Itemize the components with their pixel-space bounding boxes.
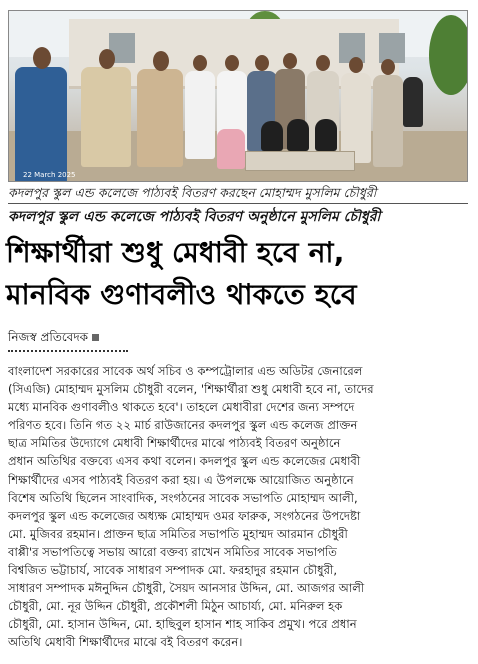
body-line: বাংলাদেশ সরকারের সাবেক অর্থ সচিব ও কম্পট্রোলার এন্ড অডিটর জেনারেল [8, 364, 363, 378]
person-figure [373, 75, 403, 167]
person-figure [15, 67, 67, 182]
body-line: বাপ্পী'র সভাপতিত্বে সভায় আরো বক্তব্য রাখেন সমিতির সাবেক সভাপতি [8, 544, 337, 559]
body-line: শিক্ষার্থীদের এসব পাঠ্যবই বিতরণ করা হয়। এ উপলক্ষে আয়োজিত অনুষ্ঠানে [8, 472, 354, 487]
body-line: অতিথি মেধাবী শিক্ষার্থীদের মাঝে বই বিতরণ করেন। [8, 635, 243, 650]
person-figure [315, 119, 337, 151]
kicker-line: কদলপুর স্কুল এন্ড কলেজে পাঠ্যবই বিতরণ অনুষ্ঠানে মুসলিম চৌধুরী [8, 209, 381, 225]
person-head [349, 57, 363, 73]
body-line: পরিণত হবে। তিনি গত ২২ মার্চ রাউজানের কদলপুর স্কুল এন্ড কলেজ প্রাক্তন [8, 418, 358, 433]
body-line: ছাত্র সমিতির উদ্যোগে মেধাবী শিক্ষার্থীদের মাঝে পাঠ্যবই বিতরণ অনুষ্ঠানে [8, 436, 341, 451]
photo-caption: কদলপুর স্কুল এন্ড কলেজে পাঠ্যবই বিতরণ করছেন মোহাম্মদ মুসলিম চৌধুরী [8, 185, 377, 200]
byline-text: নিজস্ব প্রতিবেদক [8, 330, 89, 344]
headline-line-2: মানবিক গুণাবলীও থাকতে হবে [6, 278, 357, 311]
person-figure [287, 119, 309, 151]
tree-shape [429, 15, 468, 95]
person-head [316, 55, 330, 71]
byline [8, 328, 99, 346]
body-line: মো. মুজিবর রহমান। প্রাক্তন ছাত্র সমিতির সভাপতি মুহাম্মদ আরমান চৌধুরী [8, 526, 348, 541]
photo-date-stamp: 22 March 2025 [23, 171, 76, 179]
person-figure [217, 129, 245, 169]
person-head [283, 53, 297, 69]
body-line: প্রধান অতিথির বক্তব্যে এসব কথা বলেন। কদলপুর স্কুল এন্ড কলেজের মেধাবী [8, 454, 361, 469]
person-figure [185, 71, 215, 159]
group-photo [8, 10, 468, 182]
divider [8, 203, 468, 204]
body-line: চৌধুরী, মো. নূর উদ্দিন চৌধুরী, প্রকৌশলী মিঠুন আচার্য্য, মো. মনিরুল হক [8, 599, 343, 614]
person-head [193, 55, 207, 71]
dotted-divider [8, 350, 128, 352]
window-shape [379, 33, 405, 63]
body-line: বিশ্বজিত ভট্টাচার্য, সাবেক সাধারণ সম্পাদক মো. ফরহাদুর রহমান চৌধুরী, [8, 563, 338, 578]
person-head [255, 55, 269, 71]
person-figure [261, 121, 283, 151]
body-line: চৌধুরী, মো. হাসান উদ্দিন, মো. হাছিবুল হাসান শাহ সাকিব প্রমুখ। পরে প্রধান [8, 617, 357, 632]
body-line: কদলপুর স্কুল এন্ড কলেজের অধ্যক্ষ মোহাম্মদ ওমর ফারুক, সংগঠনের উপদেষ্টা [8, 508, 361, 523]
article-body [8, 362, 470, 652]
person-head [33, 47, 51, 69]
person-figure [341, 73, 371, 163]
person-head [381, 59, 395, 75]
body-line: সাধারণ সম্পাদক মঈনুদ্দিন চৌধুরী, সৈয়দ আনসার উদ্দিন, মো. আজগর আলী [8, 581, 365, 596]
person-figure [81, 67, 131, 167]
body-line: মধ্যে মানবিক গুণাবলীও থাকতে হবে'। তাহলে মেধাবীরা দেশের জন্য সম্পদে [8, 400, 355, 415]
person-head [225, 55, 239, 71]
person-figure [403, 77, 423, 127]
person-head [153, 51, 169, 71]
square-icon [92, 334, 99, 341]
body-line: (সিএজি) মোহাম্মদ মুসলিম চৌধুরী বলেন, 'শিক্ষার্থীরা শুধু মেধাবী হবে না, তাদের [8, 382, 374, 397]
book-table [245, 151, 355, 171]
person-head [99, 49, 115, 69]
person-figure [137, 69, 183, 167]
headline-line-1: শিক্ষার্থীরা শুধু মেধাবী হবে না, [6, 236, 345, 269]
headline [6, 232, 472, 316]
body-line: বিশেষ অতিথি ছিলেন সাংবাদিক, সংগঠনের সাবেক সভাপতি মোহাম্মদ আলী, [8, 490, 358, 505]
